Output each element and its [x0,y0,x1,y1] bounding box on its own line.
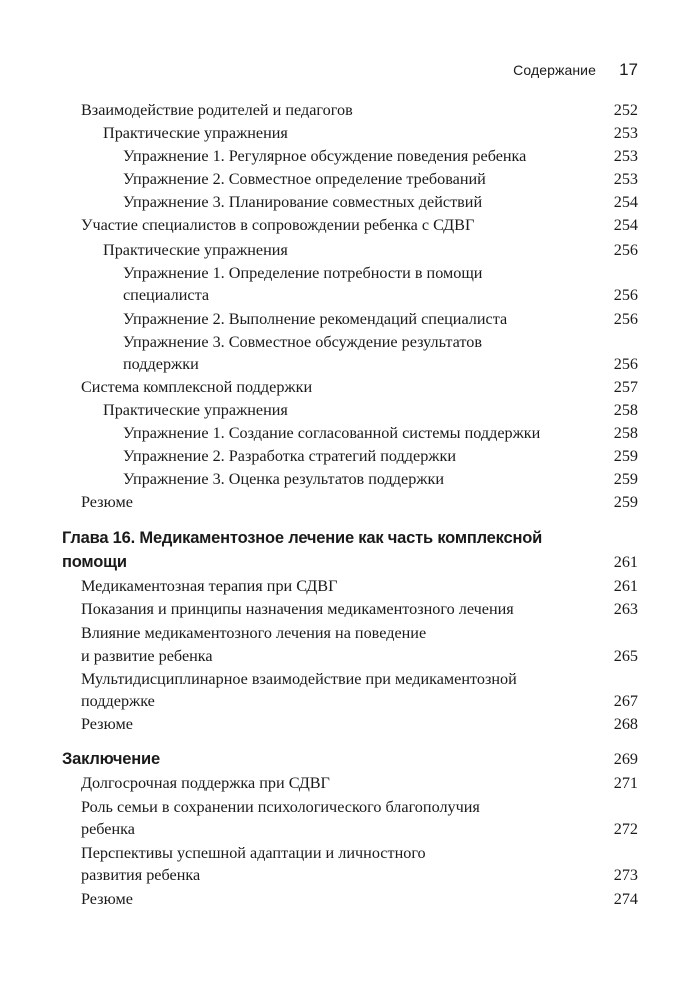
toc-entry-title: Участие специалистов в сопровождении ребенка с СДВГ [81,216,475,234]
toc-entry-title: развития ребенка [81,866,201,884]
toc-entry-page: 259 [613,493,638,511]
toc-entry-title: Медикаментозная терапия при СДВГ [81,577,338,595]
toc-entry-title: Влияние медикаментозного лечения на поведение [81,624,427,642]
toc-entry-page: 253 [613,170,638,188]
toc-entry-title: Резюме [81,715,133,733]
toc-entry-page: 268 [613,715,638,733]
toc-entry-title: Упражнение 2. Совместное определение требований [123,170,486,188]
toc-entry-title: Практические упражнения [103,124,288,142]
toc-entry-title: Упражнение 2. Разработка стратегий поддержки [123,447,456,465]
toc-entry-page: 256 [613,310,638,328]
toc-entry-title: специалиста [123,286,210,304]
toc-entry-page: 256 [613,286,638,304]
toc-entry-page: 258 [613,401,638,419]
toc-entry-page: 263 [613,600,638,618]
toc-entry-page: 271 [613,774,638,792]
toc-entry-page: 265 [613,647,638,665]
toc-entry-title: помощи [62,553,127,571]
toc-entry-page: 274 [613,890,638,908]
toc-entry-page: 259 [613,470,638,488]
toc-entry-page: 269 [613,750,638,768]
toc-entry-title: Практические упражнения [103,401,288,419]
toc-entry-title: Упражнение 3. Совместное обсуждение результатов [123,333,483,351]
toc-entry-title: Резюме [81,493,133,511]
toc-entry-page: 257 [613,378,638,396]
toc-entry-page: 261 [613,553,638,571]
toc-entry-page: 256 [613,241,638,259]
toc-entry-page: 267 [613,692,638,710]
toc-entry-title: Заключение [62,750,160,768]
toc-entry-title: Перспективы успешной адаптации и личностного [81,844,426,862]
toc-entry-title: Взаимодействие родителей и педагогов [81,101,353,119]
toc-entry-title: Показания и принципы назначения медикаментозного лечения [81,600,514,618]
toc-entry-title: Упражнение 3. Оценка результатов поддержки [123,470,444,488]
toc-entry-page: 253 [613,124,638,142]
toc-entry-page: 273 [613,866,638,884]
toc-entry-title: Долгосрочная поддержка при СДВГ [81,774,330,792]
toc-entry-page: 272 [613,820,638,838]
toc-entry-page: 258 [613,424,638,442]
running-header-title: Содержание [513,62,596,78]
toc-entry-page: 261 [613,577,638,595]
toc-entry-page: 256 [613,355,638,373]
toc-entry-title: Упражнение 3. Планирование совместных действий [123,193,483,211]
toc-entry-page: 254 [613,216,638,234]
toc-entry-title: и развитие ребенка [81,647,213,665]
toc-entry-title: Практические упражнения [103,241,288,259]
toc-entry-title: Мультидисциплинарное взаимодействие при медикаментозной [81,670,517,688]
toc-entry-title: Упражнение 1. Создание согласованной системы поддержки [123,424,541,442]
toc-entry-page: 259 [613,447,638,465]
toc-entry-title: Упражнение 1. Определение потребности в помощи [123,264,483,282]
toc-entry-title: ребенка [81,820,135,838]
toc-entry-page: 253 [613,147,638,165]
toc-entry-title: Роль семьи в сохранении психологического благополучия [81,798,480,816]
toc-entry-title: Упражнение 2. Выполнение рекомендаций специалиста [123,310,508,328]
toc-entry-title: поддержке [81,692,155,710]
toc-entry-title: Упражнение 1. Регулярное обсуждение поведения ребенка [123,147,527,165]
toc-entry-title: Глава 16. Медикаментозное лечение как часть комплексной [62,529,543,547]
page-number: 17 [619,60,638,79]
toc-entry-title: Резюме [81,890,133,908]
toc-entry-title: поддержки [123,355,199,373]
toc-entry-title: Система комплексной поддержки [81,378,313,396]
toc-entry-page: 252 [613,101,638,119]
toc-entry-page: 254 [613,193,638,211]
